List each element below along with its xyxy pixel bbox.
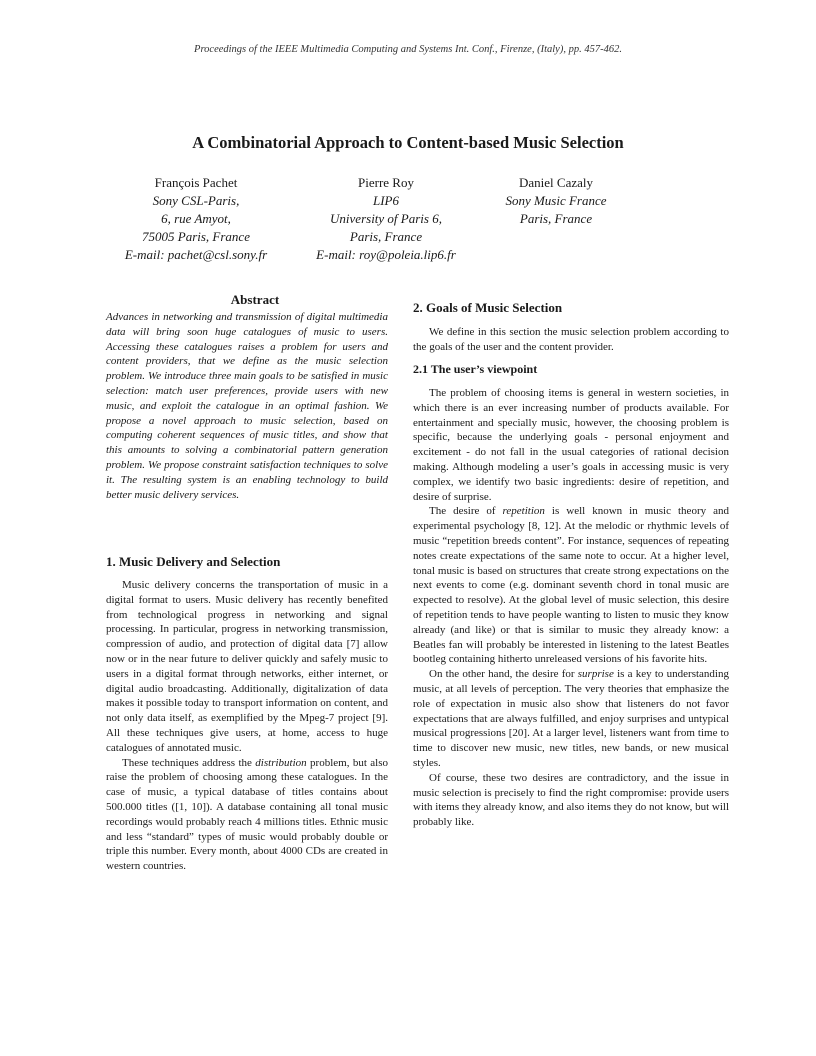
author-affiliation: Paris, France bbox=[349, 229, 423, 244]
author-affiliation: University of Paris 6, bbox=[330, 211, 442, 226]
author-email: E-mail: pachet@csl.sony.fr bbox=[124, 247, 268, 262]
text-run: The desire of bbox=[429, 505, 503, 518]
author-affiliation: Paris, France bbox=[519, 211, 593, 226]
subsection-2-1-heading: 2.1 The user’s viewpoint bbox=[413, 362, 538, 376]
author-block-roy bbox=[296, 174, 476, 264]
emphasis: distribution bbox=[255, 756, 307, 769]
author-affiliation: Sony Music France bbox=[505, 193, 607, 208]
author-affiliation: 75005 Paris, France bbox=[142, 229, 250, 244]
author-affiliation: 6, rue Amyot, bbox=[161, 211, 231, 226]
emphasis: surprise bbox=[577, 668, 614, 681]
subsection-paragraph bbox=[413, 504, 729, 667]
author-affiliation: Sony CSL-Paris, bbox=[152, 193, 240, 208]
subsection-2-1-body bbox=[413, 386, 729, 830]
paper-title: A Combinatorial Approach to Content-based Music Selection bbox=[192, 133, 624, 152]
section-1-heading: 1. Music Delivery and Selection bbox=[106, 554, 281, 569]
text-run: These techniques address the bbox=[122, 756, 256, 769]
abstract-text bbox=[106, 310, 388, 502]
author-name: Daniel Cazaly bbox=[519, 175, 593, 190]
abstract-heading: Abstract bbox=[230, 292, 280, 307]
author-name: François Pachet bbox=[154, 175, 238, 190]
running-head: Proceedings of the IEEE Multimedia Computing and Systems Int. Conf., Firenze, (Italy), pp. 457-462. bbox=[194, 44, 622, 55]
subsection-paragraph: The problem of choosing items is general in western societies, in which there is an ever increasing number of products available. For entertainment and specially music, however, the choosing problem is specific, because the underlying goals - personal enjoyment and excitement - do not fall in the usual categories of rational decision making. Although modeling a user’s goals in accessing music is very complex, we identify two basic ingredients: desire of repetition, and desire of surprise. bbox=[413, 387, 729, 503]
section-2-intro bbox=[413, 325, 729, 355]
section-1-paragraph: Music delivery concerns the transportation of music in a digital format to users. Music delivery has recently benefited from technological progress in networking and signal processing. In particular, progress in networking transmission, compression of audio, and protection of digital data [7] allow now or in the near future to deliver quickly and safely music to users in a digital format through networks, either internet, or digital audio broadcasting. Additionally, digitalization of data makes it possible today to transport information on content, and not only data itself, as exemplified by the Mpeg-7 project [9]. All these techniques give users, at home, access to huge catalogues of annotated music. bbox=[106, 579, 388, 754]
section-1-body bbox=[106, 578, 388, 874]
text-run: problem, but also raise the problem of choosing among these catalogues. In the case of music, a typical database of titles contains about 500.000 titles ([1, 10]). A database containing all tonal music recordings would probably reach 4 millions titles. Ethnic music and less “standard” types of music would probably double or triple this number. Every month, about 4000 CDs are created in western countries. bbox=[106, 756, 388, 873]
emphasis: repetition bbox=[502, 505, 545, 518]
subsection-paragraph bbox=[413, 667, 729, 771]
text-run: is a key to understanding music, at all levels of perception. The very theories that emphasize the role of expectation in music also show that listeners do not favor expectations that are always fulfilled, and enjoy surprises and untypical musical progressions [20]. At a larger level, listeners want from time to time to discover new music, new titles, new bands, or new musical styles. bbox=[413, 668, 729, 769]
abstract-paragraph: Advances in networking and transmission of digital multimedia data will bring soon huge catalogues of music to users. Accessing these catalogues raises a problem for users and content providers, that we define as the music selection problem. We introduce three main goals to be satisfied in music selection: match user preferences, provide users with new music, and exploit the catalogue in an optimal fashion. We propose a novel approach to music selection, based on computing coherent sequences of music titles, and show that this amounts to solving a combinatorial pattern generation problem. We propose constraint satisfaction techniques to solve it. The resulting system is an enabling technology to build better music delivery services. bbox=[106, 311, 388, 501]
section-1-paragraph bbox=[106, 756, 388, 874]
section-2-heading: 2. Goals of Music Selection bbox=[413, 300, 563, 315]
text-run: On the other hand, the desire for bbox=[429, 668, 578, 681]
author-name: Pierre Roy bbox=[358, 175, 414, 190]
section-2-paragraph: We define in this section the music selection problem according to the goals of the user and the content provider. bbox=[413, 326, 729, 353]
text-run: is well known in music theory and experimental psychology [8, 12]. At the melodic or rhythmic levels of music “repetition breeds content”. For instance, sequences of repeating notes create expectations of the same note to occur. At a higher level, tonal music is based on structures that create strong expectations on the next events to come (e.g. dominant seventh chord in tonal music are expected to resolve). At the global level of music selection, this desire of repetition tends to have people wanting to listen to music they know already (and like) or that is similar to music they already know: a Beatles fan will probably be interested in listening to the latest Beatles bootleg containing hitherto unreleased versions of his favorite hits. bbox=[413, 505, 729, 666]
author-block-pachet bbox=[96, 174, 296, 264]
author-email: E-mail: roy@poleia.lip6.fr bbox=[316, 247, 456, 262]
subsection-paragraph: Of course, these two desires are contradictory, and the issue in music selection is precisely to find the right compromise: provide users with items they already know, and also items they do not know, but will probably like. bbox=[413, 771, 729, 829]
author-affiliation: LIP6 bbox=[373, 193, 399, 208]
author-block-cazaly bbox=[476, 174, 636, 228]
